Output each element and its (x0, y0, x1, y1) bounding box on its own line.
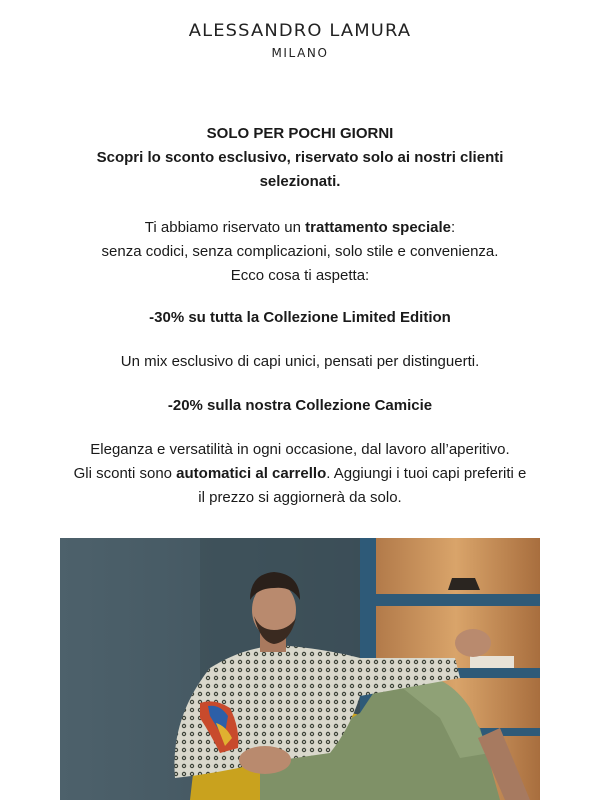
message-line-1: Ti abbiamo riservato un trattamento speciale: (144, 219, 456, 236)
message-line-3: Ecco cosa ti aspetta: (230, 267, 370, 284)
message-line-2: senza codici, senza complicazioni, solo stile e convenienza. (101, 243, 499, 260)
highlight-special-treatment: trattamento speciale (305, 219, 452, 236)
promo-headline: SOLO PER POCHI GIORNI (206, 125, 394, 142)
offer-description-limited-edition: Un mix esclusivo di capi unici, pensati per distinguerti. (120, 353, 480, 370)
email-body (0, 122, 600, 510)
promo-subheadline: Scopri lo sconto esclusivo, riservato solo ai nostri clienti selezionati. (96, 149, 504, 190)
camicie-and-cart-block (0, 438, 600, 510)
highlight-automatic-cart: automatici al carrello (176, 465, 327, 482)
brand-name: ALESSANDRO LAMURA (188, 21, 412, 41)
offer-title-camicie: -20% sulla nostra Collezione Camicie (167, 397, 433, 414)
hero-image[interactable] (60, 538, 540, 800)
brand-city: MILANO (271, 46, 329, 60)
offer-description-camicie: Eleganza e versatilità in ogni occasione, dal lavoro all’aperitivo. (90, 441, 510, 458)
offer-title-limited-edition: -30% su tutta la Collezione Limited Edition (149, 309, 451, 326)
cart-note-line-2: il prezzo si aggiornerà da solo. (198, 489, 402, 506)
hero-photo-illustration (60, 538, 540, 800)
cart-note-line-1: Gli sconti sono automatici al carrello. Aggiungi i tuoi capi preferiti e (73, 465, 527, 482)
message-block (0, 216, 600, 288)
brand-logo[interactable] (0, 20, 600, 62)
